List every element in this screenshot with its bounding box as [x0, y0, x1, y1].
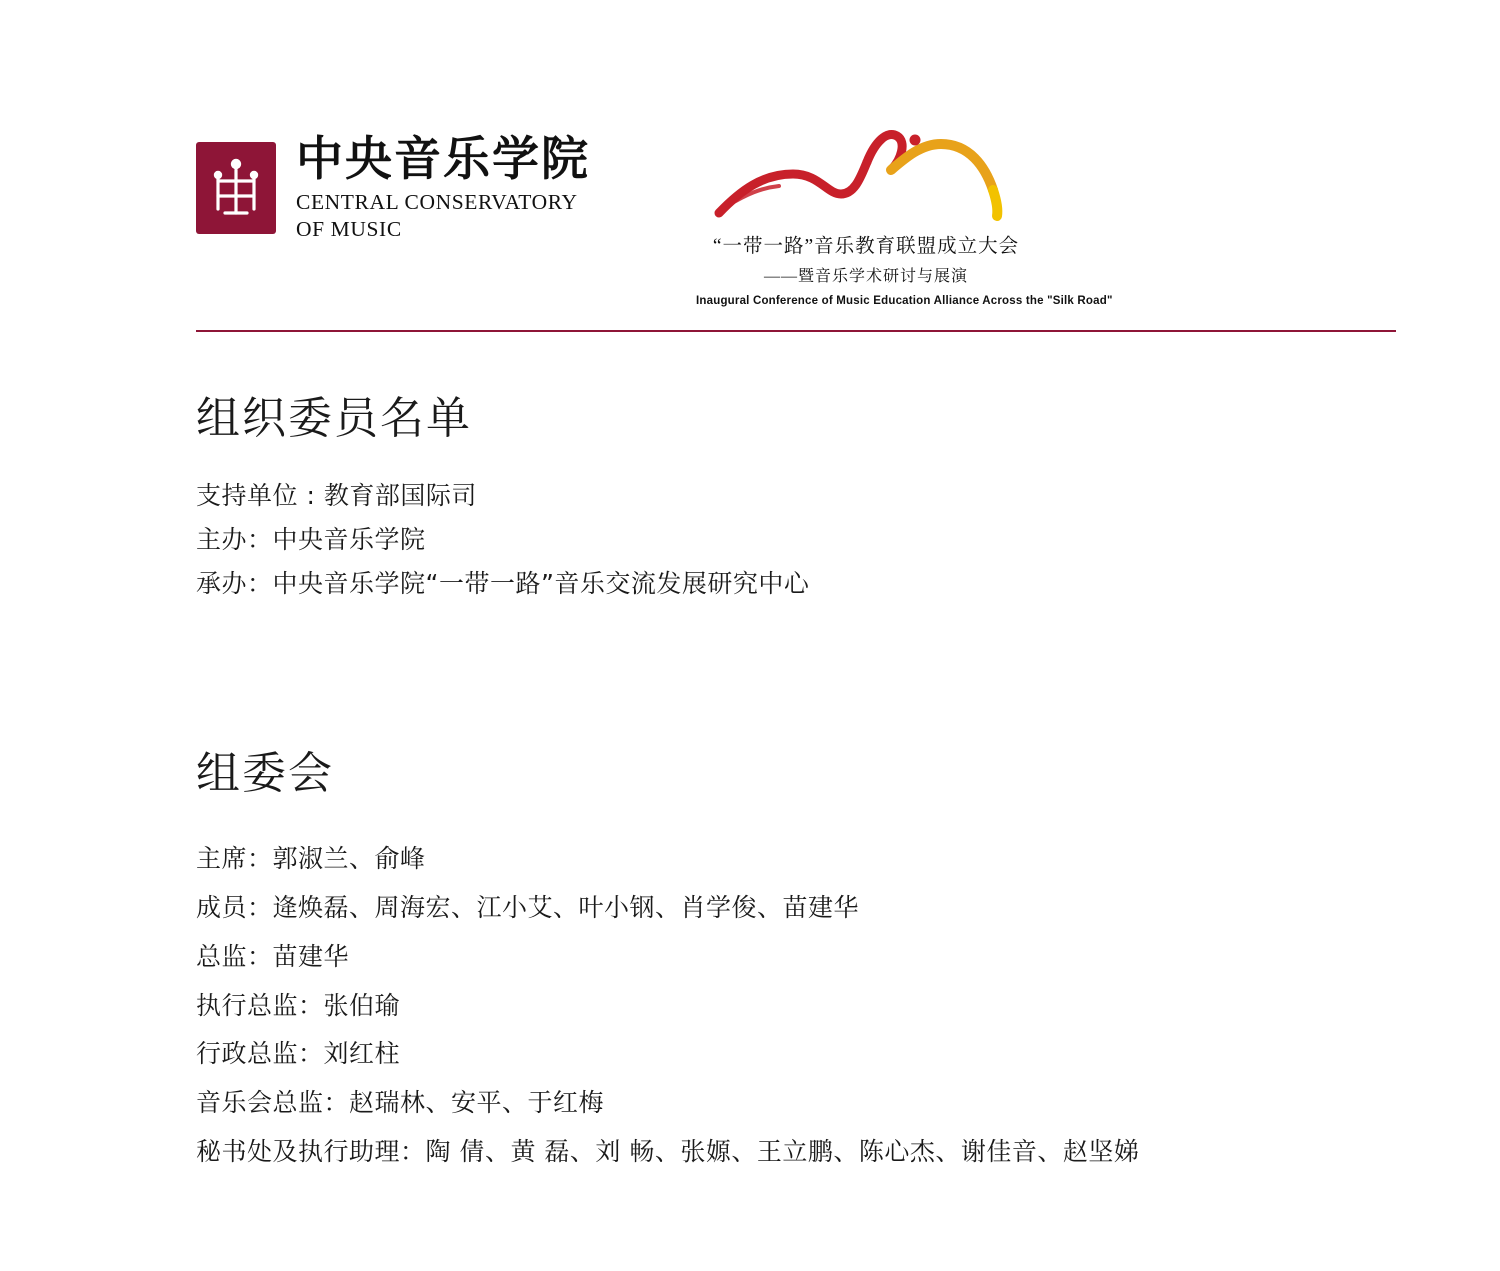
- list-item: 总监：苗建华: [196, 941, 350, 971]
- silk-road-brushstroke-icon: [696, 118, 1036, 226]
- list-item: 秘书处及执行助理：陶 倩、黄 磊、刘 畅、张嫄、王立鹏、陈心杰、谢佳音、赵坚娣: [196, 1136, 1140, 1166]
- conservatory-seal-icon: [196, 142, 276, 234]
- seal-glyph: [196, 142, 276, 234]
- list-item: 成员：逄焕磊、周海宏、江小艾、叶小钢、肖学俊、苗建华: [196, 893, 860, 922]
- list-item: 执行总监：张伯瑜: [196, 990, 401, 1020]
- section-title-committee: 组委会: [196, 748, 334, 800]
- emblem-title-en: Inaugural Conference of Music Education Alliance Across the "Silk Road": [696, 295, 1113, 307]
- list-item: 承办：中央音乐学院“一带一路”音乐交流发展研究中心: [196, 568, 810, 598]
- list-item: 行政总监：刘红柱: [196, 1039, 401, 1069]
- section-organizing-committee-list: [196, 382, 1416, 605]
- list-item: 支持单位 : 教育部国际司: [196, 481, 477, 510]
- conservatory-name-en-line1: CENTRAL CONSERVATORY: [296, 190, 578, 214]
- document-body: [196, 382, 1416, 1177]
- emblem-title-cn: “一带一路”音乐教育联盟成立大会: [712, 236, 1020, 257]
- conference-emblem: [696, 118, 1113, 307]
- section-committee: [196, 737, 1416, 1176]
- list-item: 主办：中央音乐学院: [196, 524, 426, 554]
- header-divider: [196, 330, 1396, 332]
- page-title: 组织委员名单: [196, 393, 472, 444]
- document-header: [196, 118, 1396, 307]
- list-item: 主席：郭淑兰、俞峰: [196, 844, 426, 874]
- conservatory-name-en-line2: OF MUSIC: [296, 216, 402, 241]
- list-item: 音乐会总监：赵瑞林、安平、于红梅: [196, 1088, 605, 1117]
- section-spacer: [196, 605, 1416, 737]
- conservatory-wordmark: [296, 132, 590, 241]
- emblem-subtitle-cn: ——暨音乐学术研讨与展演: [763, 268, 968, 285]
- conservatory-name-cn: 中央音乐学院: [296, 132, 590, 187]
- conservatory-logo: [196, 132, 590, 241]
